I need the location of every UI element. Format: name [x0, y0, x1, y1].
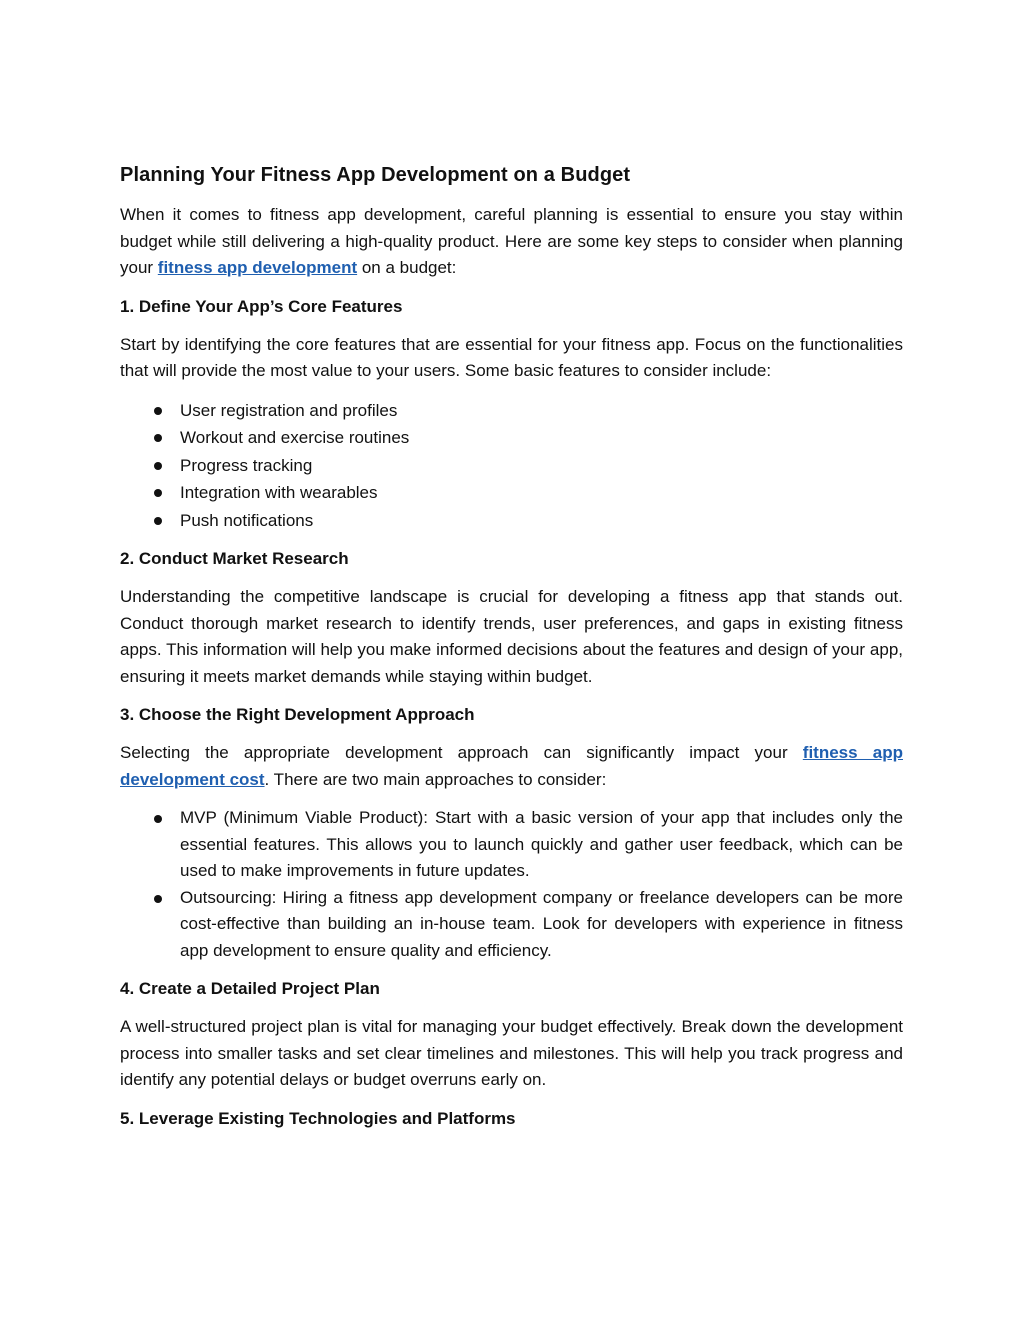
list-item-text: MVP (Minimum Viable Product): Start with a basic version of your app that includes only the essential features. This allows you to launch quickly and gather user feedback, which can be used to make improvements in future updates. — [180, 808, 903, 880]
list-item — [120, 397, 903, 425]
list-item — [120, 479, 903, 507]
list-item-text: Progress tracking — [180, 455, 313, 475]
fitness-app-development-link[interactable]: fitness app development — [157, 258, 358, 277]
bullet-icon — [154, 895, 162, 903]
section-4-heading: 4. Create a Detailed Project Plan — [120, 979, 380, 998]
section-3-heading: 3. Choose the Right Development Approach — [120, 705, 475, 724]
intro-text-before: When it comes to fitness app development, careful planning is essential to ensure you stay within budget while still delivering a high-quality product. Here are some key steps to consider when planning your — [120, 205, 903, 277]
list-item-text: Workout and exercise routines — [180, 428, 410, 447]
list-item — [120, 452, 903, 480]
list-item — [120, 805, 903, 885]
list-item — [120, 885, 903, 965]
section-2-paragraph: Understanding the competitive landscape is crucial for developing a fitness app that stands out. Conduct thorough market research to identify trends, user preferences, and gaps in existing fitness apps. This information will help you make informed decisions about the features and design of your app, ensuring it meets market demands while staying within budget. — [120, 587, 903, 686]
section-2-heading: 2. Conduct Market Research — [120, 549, 349, 568]
intro-paragraph — [120, 202, 903, 282]
bullet-icon — [154, 517, 162, 525]
section-3-paragraph — [120, 740, 903, 793]
fitness-app-development-cost-link[interactable]: fitness app development cost — [120, 743, 903, 789]
section-1-heading: 1. Define Your App’s Core Features — [120, 296, 403, 316]
bullet-icon — [154, 434, 162, 442]
section-1-paragraph: Start by identifying the core features that are essential for your fitness app. Focus on the functionalities that will provide the most value to your users. Some basic features to consider include: — [120, 334, 903, 380]
section-5-heading: 5. Leverage Existing Technologies and Platforms — [120, 1108, 516, 1128]
section-3-text-before: Selecting the appropriate development approach can significantly impact your — [120, 743, 803, 762]
bullet-icon — [154, 407, 162, 415]
bullet-icon — [154, 489, 162, 497]
document-page — [120, 160, 903, 1144]
list-item — [120, 507, 903, 535]
list-item-text: Integration with wearables — [180, 483, 378, 502]
page-title: Planning Your Fitness App Development on a Budget — [120, 164, 631, 186]
development-approaches-list — [120, 805, 903, 964]
bullet-icon — [154, 815, 162, 823]
intro-text-after: on a budget: — [357, 258, 457, 277]
bullet-icon — [154, 462, 162, 470]
list-item-text: Push notifications — [180, 510, 314, 530]
list-item-text: User registration and profiles — [180, 400, 398, 420]
list-item — [120, 424, 903, 452]
section-3-text-after: . There are two main approaches to consider: — [264, 769, 607, 789]
section-4-paragraph: A well-structured project plan is vital for managing your budget effectively. Break down the development process into smaller tasks and set clear timelines and milestones. This will help you track progress and identify any potential delays or budget overruns early on. — [120, 1017, 903, 1089]
core-features-list — [120, 397, 903, 535]
list-item-text: Outsourcing: Hiring a fitness app development company or freelance developers can be more cost-effective than building an in-house team. Look for developers with experience in fitness app development to ensure quality and efficiency. — [180, 887, 903, 960]
